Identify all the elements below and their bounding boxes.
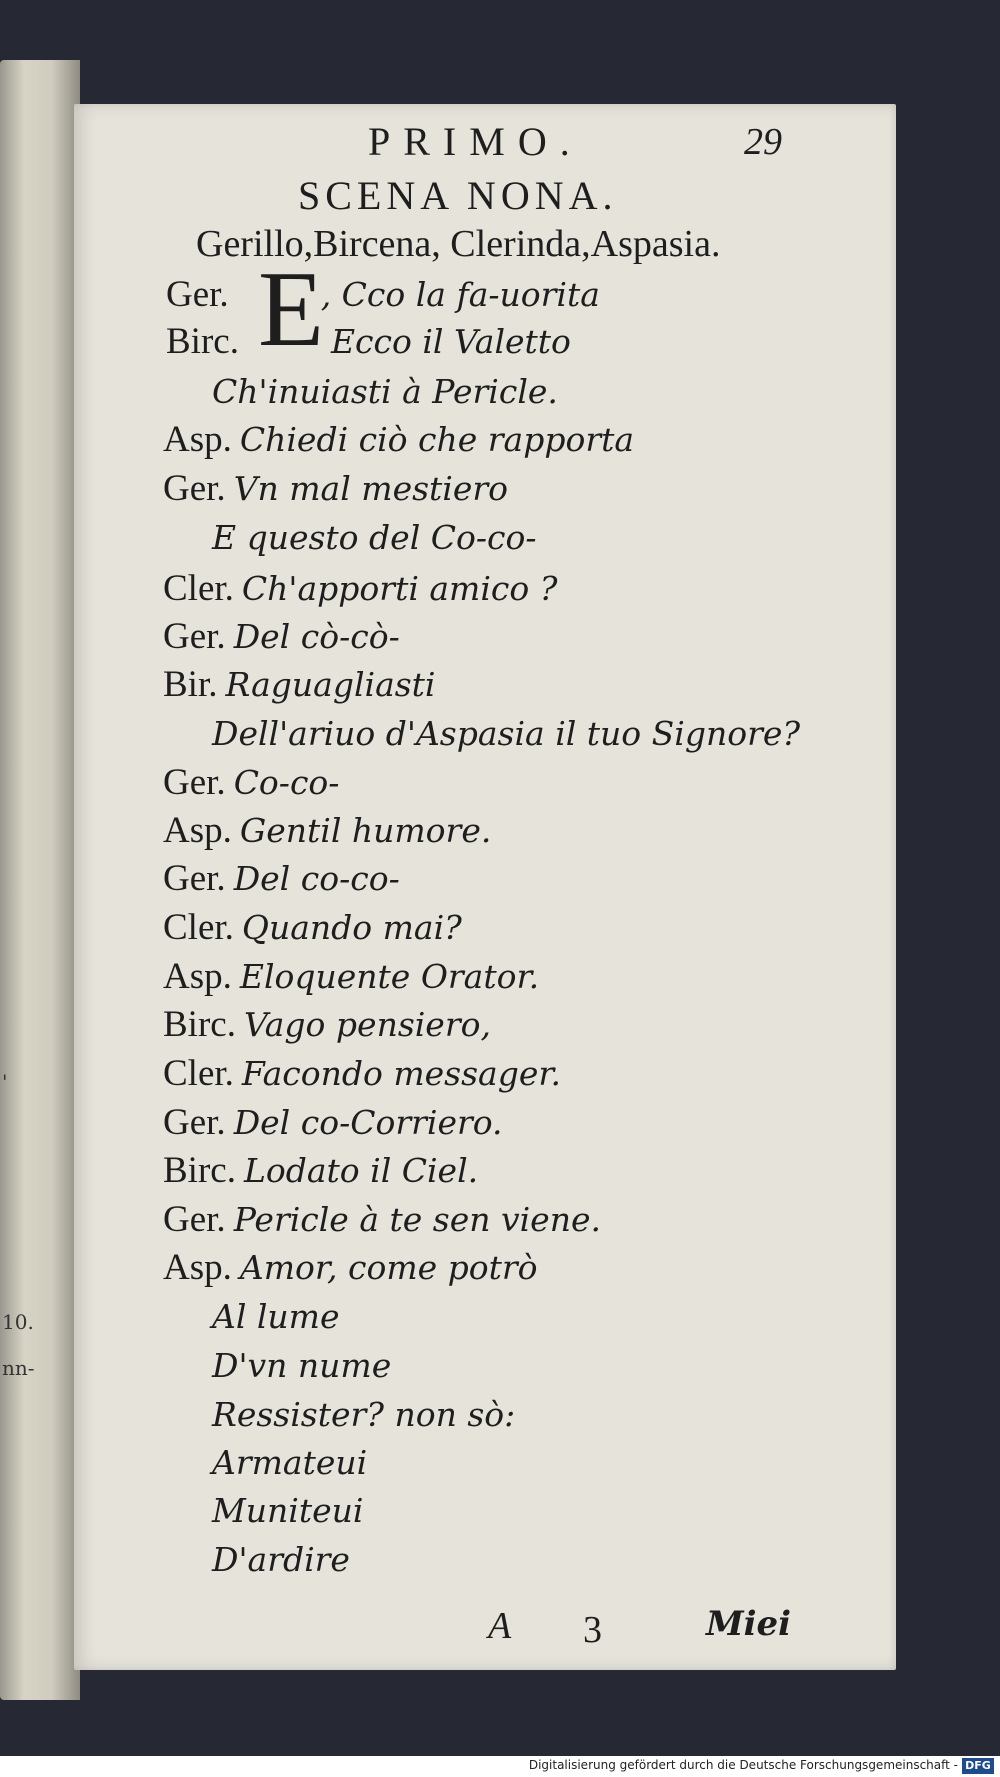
dialogue-text-line: Eloquente Orator. [239,957,540,996]
speaker-label: Asp. [163,956,232,997]
dialogue-text-line: Al lume [212,1297,340,1336]
margin-fragment: ' [2,1070,8,1094]
dialogue-text-line: Vn mal mestiero [233,469,509,508]
dialogue-line [163,808,491,853]
credit-bar [0,1756,1000,1777]
dialogue-line [212,515,537,560]
dialogue-text-line: Co-co- [233,763,340,802]
dialogue-text-line: Quando mai? [241,908,462,947]
speaker-label: Asp. [163,419,232,460]
dialogue-text-line: D'vn nume [212,1346,392,1385]
dialogue-line [212,1294,340,1339]
dialogue-line [163,566,557,611]
dialogue-line [163,1197,601,1242]
speaker-label: Cler. [163,568,234,609]
dialogue-text-line: Chiedi ciò che rapporta [239,420,635,459]
dialogue-line [166,319,571,364]
dialogue-line [163,662,436,707]
speaker-label: Cler. [163,1053,234,1094]
dialogue-line [163,1002,491,1047]
speaker-label: Ger. [163,858,226,899]
speaker-label: Ger. [163,468,226,509]
dialogue-text-line: Vago pensiero, [243,1005,491,1044]
dialogue-line [163,954,539,999]
dialogue-text-line: Del co-Corriero. [233,1103,503,1142]
dialogue-line [212,1392,515,1437]
speaker-label: Ger. [163,1102,226,1143]
speaker-label: Birc. [166,321,239,362]
running-title: PRIMO. [368,119,583,164]
dialogue-line [163,760,339,805]
dialogue-line [163,1148,478,1193]
signature-mark: A [488,1605,512,1647]
dialogue-text-line: Pericle à te sen viene. [233,1200,601,1239]
page-number: 29 [744,121,782,163]
dialogue-text-line: Facondo messager. [241,1054,561,1093]
credit-text: Digitalisierung gefördert durch die Deutsche Forschungsgemeinschaft - [528,1758,958,1772]
dialogue-text-line: Armateui [212,1443,368,1482]
dfg-logo: DFG [962,1758,994,1774]
speaker-label: Ger. [163,762,226,803]
dialogue-text-line: Raguagliasti [225,665,436,704]
dialogue-text-line: Del co-co- [233,859,400,898]
dialogue-line [163,417,634,462]
dialogue-line [163,1245,538,1290]
dialogue-text-line: , Cco la fa-uorita [320,275,600,314]
dialogue-text-line: Amor, come potrò [239,1248,538,1287]
dialogue-line [212,369,558,414]
speaker-label: Ger. [163,1199,226,1240]
dialogue-text-line: Ressister? non sò: [212,1395,516,1434]
dialogue-text-line: E questo del Co-co- [212,518,537,557]
dialogue-line [163,1051,561,1096]
dialogue-text-line: D'ardire [212,1540,350,1579]
dialogue-line [163,614,400,659]
dialogue-text-line: Ecco il Valetto [330,322,571,361]
dialogue-line [163,905,462,950]
dialogue-text-line: Lodato il Ciel. [243,1151,479,1190]
dialogue-text-line: Dell'ariuo d'Aspasia il tuo Signore? [212,714,801,753]
dialogue-line [163,466,508,511]
drop-capital: E [258,250,324,369]
speaker-label: Birc. [163,1150,236,1191]
scene-title: SCENA NONA. [298,173,618,218]
dialogue-text-line: Gentil humore. [239,811,492,850]
dialogue-line [212,1537,350,1582]
speaker-label: Ger. [166,274,229,315]
dialogue-line [212,711,800,756]
margin-fragment: nn- [2,1356,35,1380]
dialogue-text-line: Ch'apporti amico ? [241,569,558,608]
dialogue-line [212,1440,367,1485]
speaker-label: Bir. [163,664,218,705]
dialogue-line [166,272,600,317]
cast-list: Gerillo,Bircena, Clerinda,Aspasia. [196,223,721,265]
signature-number: 3 [583,1609,602,1651]
speaker-label: Asp. [163,1247,232,1288]
speaker-label: Birc. [163,1004,236,1045]
dialogue-text-line: Muniteui [212,1491,364,1530]
dialogue-text-line: Del cò-cò- [233,617,400,656]
dialogue-line [163,1100,503,1145]
dialogue-line [212,1488,363,1533]
margin-fragment: 10. [2,1310,34,1334]
dialogue-line [163,856,400,901]
book-left-edge [0,60,80,1700]
speaker-label: Cler. [163,907,234,948]
speaker-label: Ger. [163,616,226,657]
catchword: Miei [706,1604,792,1644]
speaker-label: Asp. [163,810,232,851]
dialogue-text-line: Ch'inuiasti à Pericle. [212,372,558,411]
dialogue-line [212,1343,391,1388]
